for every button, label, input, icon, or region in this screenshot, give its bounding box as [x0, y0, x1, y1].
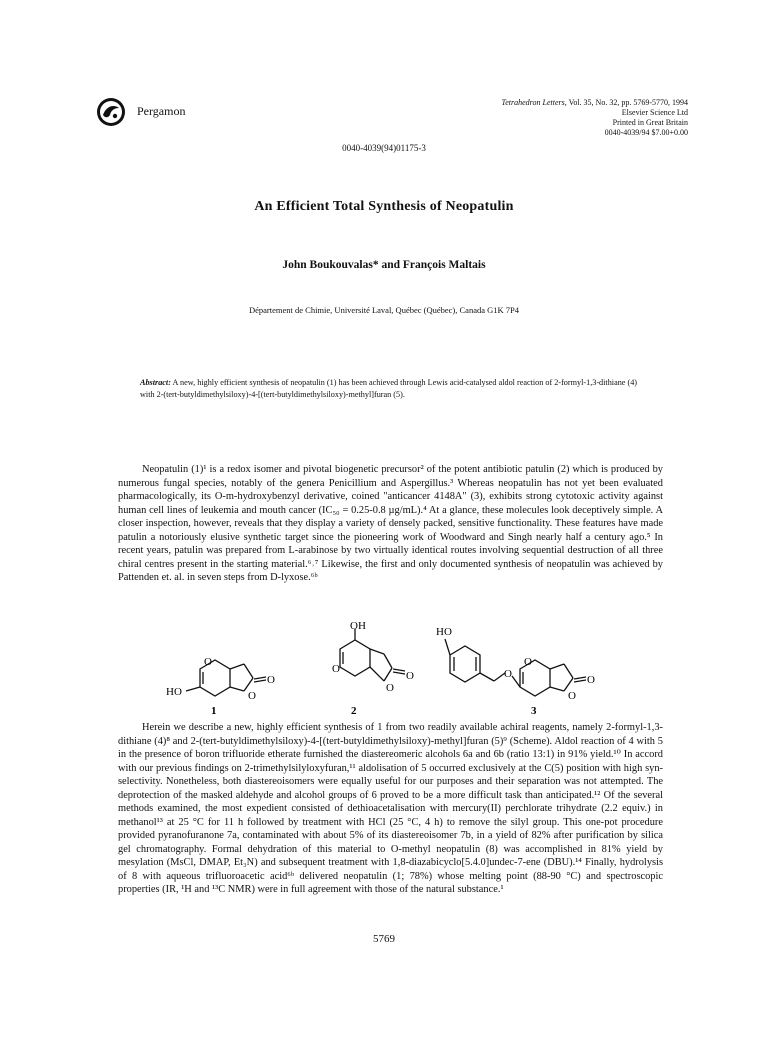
page-number: 5769: [373, 933, 395, 945]
journal-info: [502, 98, 688, 138]
abstract-label: Abstract:: [140, 378, 171, 387]
journal-citation: , Vol. 35, No. 32, pp. 5769-5770, 1994: [564, 98, 688, 107]
compound-2-structure: [340, 629, 405, 681]
compound-2-hydroxyl: OH: [350, 621, 366, 632]
publisher-line: Elsevier Science Ltd: [621, 108, 688, 117]
compound-1-carbonyl-oxygen: O: [267, 674, 275, 686]
article-title: An Efficient Total Synthesis of Neopatulin: [254, 199, 514, 214]
body-paragraph-1: Neopatulin (1)¹ is a redox isomer and pivotal biogenetic precursor² of the potent antibiotic patulin (2) which is produced by numerous fungal species, notably of the genera Penicillium and Aspergillus.³ Whereas neopatulin has not yet been evaluated pharmacologically, its O-m-hydroxybenzyl derivative, coined "anticancer 4148A" (3), exhibits strong cytotoxic activity against human cell lines of leukemia and mouth cancer (IC₅₀ = 0.25-0.8 µg/mL).⁴ At a glance, these molecules look deceptively simple. A closer inspection, however, reveals that they display a variety of densely packed, sensitive functionality. These features have made patulin a notoriously elusive synthetic target since the pioneering work of Woodward and Singh nearly half a century ago.⁵ In recent years, patulin was prepared from L-arabinose by two virtually identical routes involving sequential destruction of all three chiral centres present in the starting material.⁶˒⁷ Likewise, the first and only documented synthesis of neopatulin was achieved by Pattenden et. al. in seven steps from D-lyxose.⁶ᵇ: [118, 464, 663, 583]
affiliation: Département de Chimie, Université Laval, Québec (Québec), Canada G1K 7P4: [248, 305, 520, 315]
compound-3-label: 3: [531, 705, 537, 717]
compound-1-hydroxyl: HO: [166, 686, 182, 698]
compound-1-ring-oxygen: O: [204, 656, 212, 668]
printed-line: Printed in Great Britain: [612, 118, 688, 127]
compound-3-phenol: HO: [436, 626, 452, 638]
compound-2-label: 2: [351, 705, 357, 717]
compound-3-lactone-oxygen: O: [568, 690, 576, 702]
abstract-text: A new, highly efficient synthesis of neopatulin (1) has been achieved through Lewis acid-catalysed aldol reaction of 2-formyl-1,3-dithiane (4) with 2-(tert-butyldimethylsiloxy)-4-[(tert-butyldimethylsiloxy)-methyl]furan (5).: [140, 378, 638, 399]
structures-scheme: [160, 621, 640, 717]
issn-price: 0040-4039/94 $7.00+0.00: [604, 128, 688, 137]
compound-3-ether-oxygen: O: [504, 668, 512, 680]
abstract: [140, 377, 640, 401]
journal-name: Tetrahedron Letters: [501, 98, 565, 107]
compound-3-structure: [445, 639, 586, 696]
compound-2-carbonyl-oxygen: O: [406, 670, 414, 682]
doi: 0040-4039(94)01175-3: [342, 143, 426, 153]
compound-2-lactone-oxygen: O: [386, 682, 394, 694]
compound-1-lactone-oxygen: O: [248, 690, 256, 702]
pergamon-logo: [96, 97, 126, 127]
publisher-name: Pergamon: [137, 104, 186, 118]
compound-3-carbonyl-oxygen: O: [587, 674, 595, 686]
journal-citation-line: [502, 98, 688, 108]
compound-2-ring-oxygen: O: [332, 663, 340, 675]
body-paragraph-2: Herein we describe a new, highly efficient synthesis of 1 from two readily available achiral reagents, namely 2-formyl-1,3-dithiane (4)⁸ and 2-(tert-butyldimethylsiloxy)-4-[(tert-butyldimethylsiloxy)-methyl]furan (5)⁹ (Scheme). Aldol reaction of 4 with 5 in the presence of boron trifluoride etherate furnished the diastereomeric alcohols 6a and 6b (ratio 13:1) in 91% yield.¹⁰ In accord with our previous findings on 2-trimethylsilyloxyfuran,¹¹ aldolisation of 5 occurred exclusively at the C(5) position with high syn-selectivity. Nonetheless, both diastereoisomers were equally useful for our purposes and their separation was not attempted. The deprotection of the masked aldehyde and alcohol groups of 6 proved to be a more difficult task than anticipated.¹² Of the several methods examined, the most expedient consisted of dethioacetalisation with mercury(II) perchlorate trihydrate (2.2 equiv.) in methanol¹³ at 25 °C for 11 h followed by treatment with HCl (25 °C, 4 h) to remove the silyl group. This one-pot procedure provided pyranofuranone 7a, contaminated with about 5% of its diastereoisomer 7b, in a yield of 82% after purification by silica gel chromatography. Formal dehydration of this material to O-methyl neopatulin (8) was accomplished in 81% yield by mesylation (MsCl, DMAP, Et₃N) and subsequent treatment with 1,8-diazabicyclo[5.4.0]undec-7-ene (DBU).¹⁴ Finally, hydrolysis of 8 with aqueous trifluoroacetic acid⁶ᵇ delivered neopatulin (1; 78%) whose melting point (88-90 °C) and spectroscopic properties (IR, ¹H and ¹³C NMR) were in full agreement with those of the natural substance.¹: [118, 722, 663, 895]
compound-1-label: 1: [211, 705, 217, 717]
compound-3-ring-oxygen: O: [524, 656, 532, 668]
authors: John Boukouvalas* and François Maltais: [282, 259, 486, 271]
